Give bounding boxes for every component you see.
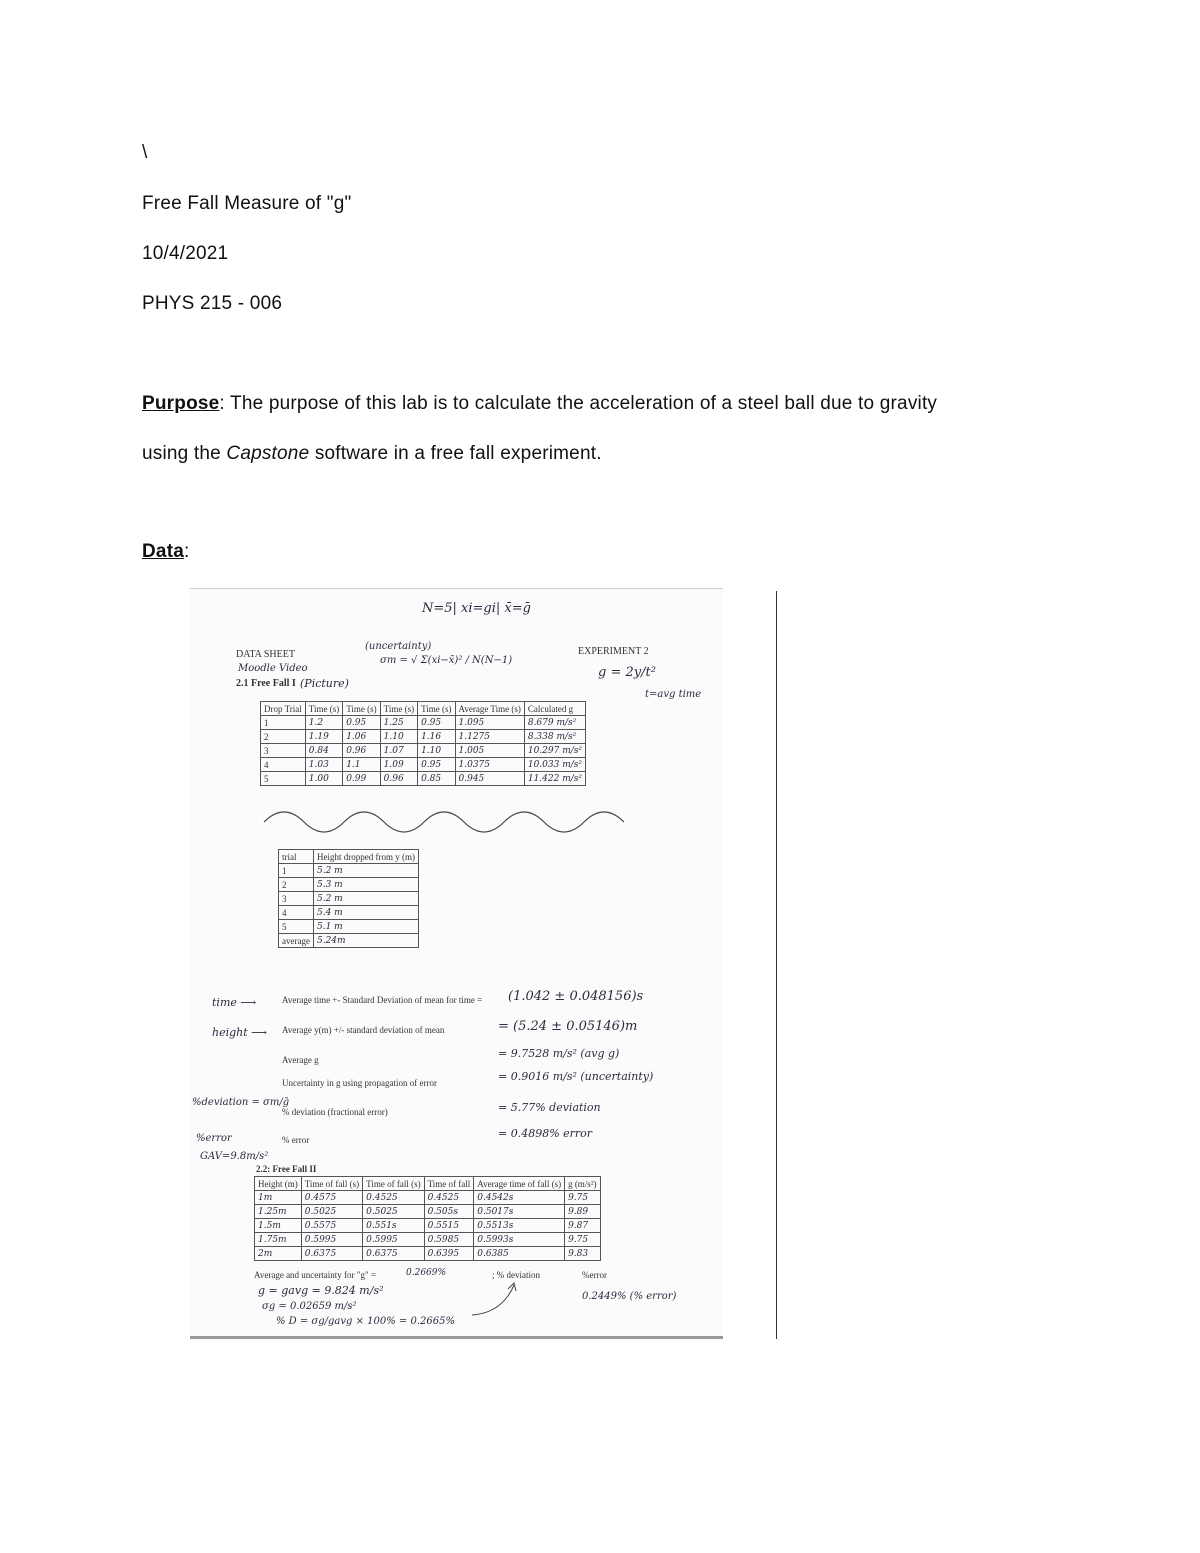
cell: 0.95	[418, 716, 455, 730]
table-row	[279, 934, 419, 948]
result-label: Average y(m) +/- standard deviation of mean	[282, 1025, 445, 1035]
cell: average	[279, 934, 314, 948]
experiment-label: EXPERIMENT 2	[578, 646, 649, 657]
cell: 5.2 m	[313, 864, 418, 878]
cell: 9.83	[565, 1247, 600, 1261]
cell: 5.4 m	[313, 906, 418, 920]
doc-course: PHYS 215 - 006	[142, 293, 283, 314]
cell: 1.1275	[455, 730, 524, 744]
cell: 1.75m	[255, 1233, 302, 1247]
cell: 1.10	[418, 744, 455, 758]
cell: 5.3 m	[313, 878, 418, 892]
cell: 0.6395	[424, 1247, 474, 1261]
hw-sigma-g: σg = 0.02659 m/s²	[262, 1301, 357, 1312]
hw-uncertainty-label: (uncertainty)	[365, 641, 432, 652]
table-row	[255, 1219, 601, 1233]
cell: 0.5025	[301, 1205, 362, 1219]
cell: 4	[261, 758, 306, 772]
height-table	[278, 849, 419, 948]
cell: 0.6375	[363, 1247, 424, 1261]
hw-avg-uncert-value: 0.2669%	[406, 1268, 447, 1278]
cell: 0.4525	[424, 1191, 474, 1205]
cell: 0.4542s	[474, 1191, 565, 1205]
cell: 9.75	[565, 1233, 600, 1247]
table-row	[261, 744, 586, 758]
cell: 1.1	[343, 758, 380, 772]
cell: 0.945	[455, 772, 524, 786]
cell: 1.06	[343, 730, 380, 744]
cell: 0.96	[343, 744, 380, 758]
result-label: % deviation (fractional error)	[282, 1107, 388, 1117]
cell: 0.5995	[301, 1233, 362, 1247]
th: Time (s)	[380, 702, 417, 716]
table-row	[255, 1247, 601, 1261]
hw-g-formula: g = 2y/t²	[598, 665, 656, 680]
hw-picture: (Picture)	[300, 677, 349, 690]
cell: 0.95	[343, 716, 380, 730]
cell: 0.5513s	[474, 1219, 565, 1233]
table-row	[279, 920, 419, 934]
free-fall-1-label: 2.1 Free Fall I	[236, 678, 296, 689]
th: Time of fall	[424, 1177, 474, 1191]
th: Time (s)	[343, 702, 380, 716]
cell: 1m	[255, 1191, 302, 1205]
deviation-label: ; % deviation	[492, 1270, 540, 1280]
cell: 1.5m	[255, 1219, 302, 1233]
cell: 0.6375	[301, 1247, 362, 1261]
hw-result-value: (1.042 ± 0.048156)s	[508, 989, 644, 1004]
th: Calculated g	[524, 702, 585, 716]
table-row	[261, 716, 586, 730]
cell: 0.95	[418, 758, 455, 772]
hw-time-note: time ⟶	[212, 996, 257, 1009]
scribble-wave	[262, 807, 642, 837]
hw-deviation-note: %deviation = σm/ḡ	[192, 1097, 290, 1108]
result-label: Average time +- Standard Deviation of mean for time =	[282, 995, 483, 1005]
th: Time of fall (s)	[301, 1177, 362, 1191]
cell: 1.19	[305, 730, 342, 744]
result-label: Uncertainty in g using propagation of error	[282, 1078, 437, 1088]
hw-result-value: = 0.4898% error	[498, 1127, 593, 1140]
free-fall-2-label: 2.2: Free Fall II	[256, 1164, 317, 1174]
data-colon: :	[183, 541, 190, 562]
cell: 2	[261, 730, 306, 744]
doc-date: 10/4/2021	[142, 243, 229, 264]
purpose-line	[142, 393, 937, 415]
th: Average Time (s)	[455, 702, 524, 716]
th: Height (m)	[255, 1177, 302, 1191]
hw-percent-error: 0.2449% (% error)	[582, 1291, 677, 1302]
cell: 1.10	[380, 730, 417, 744]
cell: 10.297 m/s²	[524, 744, 585, 758]
cell: 5	[279, 920, 314, 934]
th: Average time of fall (s)	[474, 1177, 565, 1191]
cell: 0.5575	[301, 1219, 362, 1233]
capstone-software: Capstone	[226, 443, 310, 464]
result-label: % error	[282, 1135, 310, 1145]
cell: 11.422 m/s²	[524, 772, 585, 786]
hw-uncertainty-formula: σm = √ Σ(xi−x̄)² / N(N−1)	[380, 655, 513, 666]
th: trial	[279, 850, 314, 864]
cell: 0.5515	[424, 1219, 474, 1233]
purpose-colon: :	[219, 393, 225, 414]
cell: 2m	[255, 1247, 302, 1261]
cell: 1.25	[380, 716, 417, 730]
hw-result-value: = 0.9016 m/s² (uncertainty)	[498, 1070, 654, 1083]
arrow-icon	[468, 1279, 528, 1319]
cell: 0.99	[343, 772, 380, 786]
cell: 3	[279, 892, 314, 906]
cell: 5.24m	[313, 934, 418, 948]
cell: 0.551s	[363, 1219, 424, 1233]
cell: 0.5017s	[474, 1205, 565, 1219]
cell: 0.4525	[363, 1191, 424, 1205]
cell: 0.96	[380, 772, 417, 786]
cell: 1.095	[455, 716, 524, 730]
hw-moodle: Moodle Video	[238, 663, 308, 674]
table-header-row	[279, 850, 419, 864]
table-row	[279, 864, 419, 878]
cell: 0.505s	[424, 1205, 474, 1219]
hw-result-value: = 9.7528 m/s² (avg g)	[498, 1047, 620, 1060]
cell: 1.005	[455, 744, 524, 758]
cell: 3	[261, 744, 306, 758]
th: Time (s)	[305, 702, 342, 716]
result-label: Average g	[282, 1055, 319, 1065]
table-row	[261, 758, 586, 772]
th: g (m/s²)	[565, 1177, 600, 1191]
table-row	[261, 730, 586, 744]
hw-g-avg: g = gavg = 9.824 m/s²	[258, 1284, 384, 1297]
table-header-row	[255, 1177, 601, 1191]
cell: 9.75	[565, 1191, 600, 1205]
data-sheet-label: DATA SHEET	[236, 649, 295, 660]
avg-uncert-label: Average and uncertainty for "g" =	[254, 1270, 376, 1280]
free-fall-1-table	[260, 701, 586, 786]
hw-error-note: %error	[196, 1133, 232, 1144]
cell: 1.0375	[455, 758, 524, 772]
hw-percent-deviation: % D = σg/gavg × 100% = 0.2665%	[276, 1316, 455, 1327]
error-label: %error	[582, 1270, 607, 1280]
cell: 8.338 m/s²	[524, 730, 585, 744]
backslash-text: \	[142, 142, 148, 163]
cell: 2	[279, 878, 314, 892]
cell: 10.033 m/s²	[524, 758, 585, 772]
table-row	[279, 878, 419, 892]
cell: 1	[261, 716, 306, 730]
cell: 0.6385	[474, 1247, 565, 1261]
cell: 9.89	[565, 1205, 600, 1219]
hw-t-note: t=avg time	[645, 689, 702, 700]
purpose-line2-pre: using the	[142, 443, 227, 464]
scan-edge	[190, 1336, 723, 1339]
cell: 9.87	[565, 1219, 600, 1233]
cell: 8.679 m/s²	[524, 716, 585, 730]
table-header-row	[261, 702, 586, 716]
scan-border-line	[776, 591, 777, 1339]
doc-title: Free Fall Measure of "g"	[142, 193, 352, 214]
data-heading: Data	[142, 541, 184, 562]
free-fall-2-table	[254, 1176, 601, 1261]
purpose-text: The purpose of this lab is to calculate the acceleration of a steel ball due to gravity	[224, 393, 938, 414]
cell: 1	[279, 864, 314, 878]
th: Drop Trial	[261, 702, 306, 716]
hw-top-note: N=5| xi=gi| x̄=ḡ	[422, 601, 531, 616]
th: Height dropped from y (m)	[313, 850, 418, 864]
th: Time (s)	[418, 702, 455, 716]
hw-height-note: height ⟶	[212, 1026, 267, 1039]
data-line	[142, 541, 189, 563]
table-row	[255, 1205, 601, 1219]
cell: 0.85	[418, 772, 455, 786]
cell: 5.1 m	[313, 920, 418, 934]
cell: 0.4575	[301, 1191, 362, 1205]
cell: 0.5985	[424, 1233, 474, 1247]
cell: 1.16	[418, 730, 455, 744]
cell: 0.5995	[363, 1233, 424, 1247]
table-row	[279, 906, 419, 920]
hw-gav-note: GAV=9.8m/s²	[200, 1151, 269, 1162]
cell: 4	[279, 906, 314, 920]
cell: 1.2	[305, 716, 342, 730]
cell: 0.84	[305, 744, 342, 758]
cell: 1.07	[380, 744, 417, 758]
cell: 5	[261, 772, 306, 786]
table-row	[255, 1191, 601, 1205]
hw-result-value: = (5.24 ± 0.05146)m	[498, 1019, 638, 1034]
cell: 1.25m	[255, 1205, 302, 1219]
table-row	[255, 1233, 601, 1247]
cell: 1.03	[305, 758, 342, 772]
purpose-heading: Purpose	[142, 393, 220, 414]
th: Time of fall (s)	[363, 1177, 424, 1191]
scanned-data-sheet	[190, 588, 723, 1341]
cell: 5.2 m	[313, 892, 418, 906]
cell: 0.5025	[363, 1205, 424, 1219]
purpose-line2-post: software in a free fall experiment.	[309, 443, 602, 464]
table-row	[279, 892, 419, 906]
cell: 0.5993s	[474, 1233, 565, 1247]
table-row	[261, 772, 586, 786]
cell: 1.00	[305, 772, 342, 786]
cell: 1.09	[380, 758, 417, 772]
hw-result-value: = 5.77% deviation	[498, 1101, 601, 1114]
purpose-line-2	[142, 443, 602, 465]
